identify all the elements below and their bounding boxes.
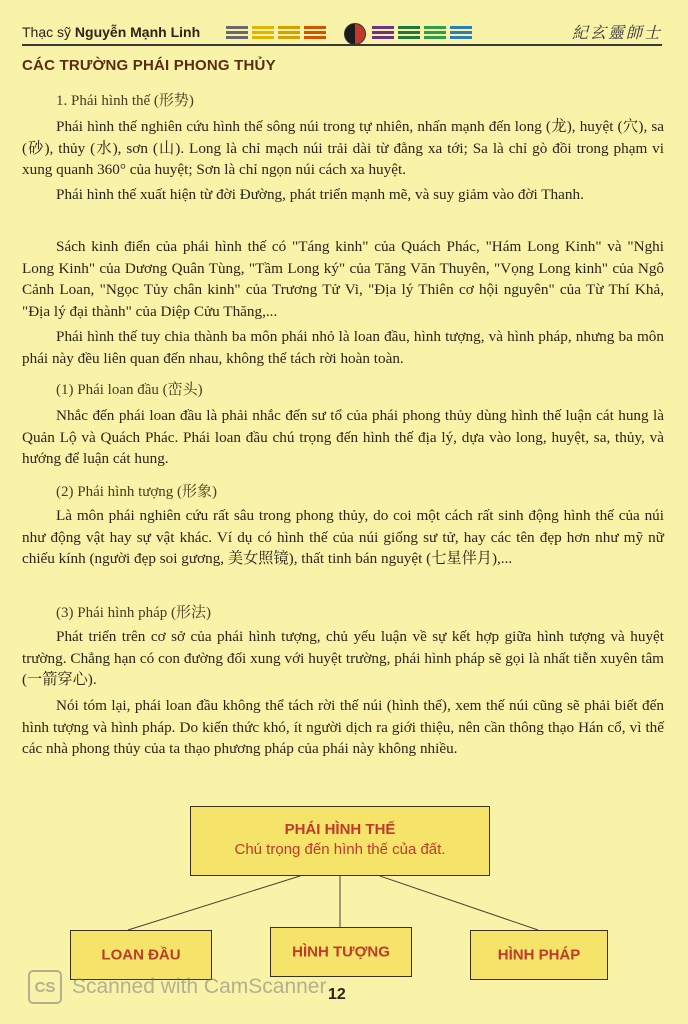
watermark-text: Scanned with CamScanner (72, 975, 327, 998)
paragraph-hinh-phap: Phát triển trên cơ sở của phái hình tượng, chủ yếu luận về sự kết hợp giữa hình tượng và huyệt trường. Chẳng hạn có con đường đối xung với huyệt trường, phái hình pháp sẽ gọi là nhất tiễn xuyên tâm (一箭穿心). (22, 628, 664, 688)
paragraph-history: Phái hình thế xuất hiện từ đời Đường, phát triển mạnh mẽ, và suy giảm vào đời Thanh. (56, 186, 584, 203)
author-name: Nguyễn Mạnh Linh (74, 24, 201, 40)
trigram-icon (450, 26, 472, 40)
connector-line (128, 876, 300, 930)
camscanner-watermark (28, 970, 326, 1004)
trigram-icon (424, 26, 446, 40)
paragraph-subschools: Phái hình thế tuy chia thành ba môn phái nhỏ là loan đầu, hình tượng, và hình pháp, nhưng ba môn phái này đều liên quan đến nhau, không thể tách rời hoàn toàn. (22, 328, 664, 367)
trigram-icon (278, 26, 300, 40)
section-title: CÁC TRƯỜNG PHÁI PHONG THỦY (22, 57, 276, 74)
subheading-loan-dau: (1) Phái loan đầu (峦头) (56, 382, 203, 398)
diagram-leaf-label: HÌNH PHÁP (497, 946, 581, 964)
author-line (22, 24, 200, 40)
trigram-symbols (226, 26, 486, 42)
header-divider (22, 44, 662, 46)
diagram-leaf-label: LOAN ĐẦU (101, 946, 181, 964)
diagram-leaf-hinh-phap (470, 930, 608, 980)
paragraph-intro: Phái hình thế nghiên cứu hình thế sông núi trong tự nhiên, nhấn mạnh đến long (龙), huyệt (穴), sa (砂), thủy (水), sơn (山). Long là chỉ mạch núi trải dài từ đằng xa tới; Sa là chỉ gò đồi trong phạm vi xung quanh 360° của huyệt; Sơn là chỉ ngọn núi cách xa huyệt. (22, 118, 664, 178)
subheading-hinh-tuong: (2) Phái hình tượng (形象) (56, 484, 218, 500)
diagram-leaf-label: HÌNH TƯỢNG (292, 943, 390, 961)
diagram-root-title: PHÁI HÌNH THẾ (284, 821, 396, 838)
subheading-hinh-phap: (3) Phái hình pháp (形法) (56, 605, 211, 621)
author-prefix: Thạc sỹ (22, 24, 75, 40)
trigram-icon (226, 26, 248, 40)
connector-line (380, 876, 538, 930)
trigram-icon (372, 26, 394, 40)
yin-yang-icon (344, 23, 366, 45)
calligraphy-signature: 紀玄靈師士 (571, 23, 662, 42)
diagram-root-subtitle: Chú trọng đến hình thế của đất. (234, 841, 446, 858)
heading-phai-hinh-the: 1. Phái hình thế (形势) (56, 93, 194, 109)
trigram-icon (398, 26, 420, 40)
paragraph-loan-dau: Nhắc đến phái loan đầu là phải nhắc đến sư tổ của phái phong thủy dùng hình thế luận cát hung là Quản Lộ và Quách Phác. Phái loan đầu chú trọng đến hình thế địa lý, dựa vào long, huyệt, sa, thủy, và hướng để luận cát hung. (22, 407, 664, 467)
trigram-icon (304, 26, 326, 40)
paragraph-hinh-tuong: Là môn phái nghiên cứu rất sâu trong phong thủy, do coi một cách rất sinh động hình thế của núi như động vật hay sự vật khác. Ví dụ có hình thế của núi giống sư tử, hay các tên đẹp hơn như mỹ nữ chiếu kính (người đẹp soi gương, 美女照镜), thất tinh bán nguyệt (七星伴月),... (22, 507, 664, 567)
paragraph-summary: Nói tóm lại, phái loan đầu không thể tách rời thế núi (hình thế), xem thế núi cũng sẽ phải biết đến hình tượng và hình pháp. Do kiến thức khó, ít người dịch ra giới thiệu, nên cần thông thạo Hán cổ, vì thế các nhà phong thủy của ta thạo phương pháp của phái này không nhiều. (22, 697, 664, 757)
page-header (22, 20, 662, 46)
diagram-root-box (190, 806, 490, 876)
trigram-icon (252, 26, 274, 40)
camscanner-icon: CS (28, 970, 62, 1004)
page-number: 12 (328, 986, 346, 1003)
paragraph-classics: Sách kinh điển của phái hình thế có "Táng kinh" của Quách Phác, "Hám Long Kinh" và "Nghi Long Kinh" của Dương Quân Tùng, "Tầm Long ký" của Tăng Văn Thuyên, "Vọng Long kinh" của Ngô Cảnh Loan, "Ngọc Tủy chân kinh" của Trương Tử Vi, "Địa lý Thiên cơ hội nguyên" của Từ Thí Khả, "Địa lý đại thành" của Diệp Cửu Thăng,... (22, 238, 664, 320)
